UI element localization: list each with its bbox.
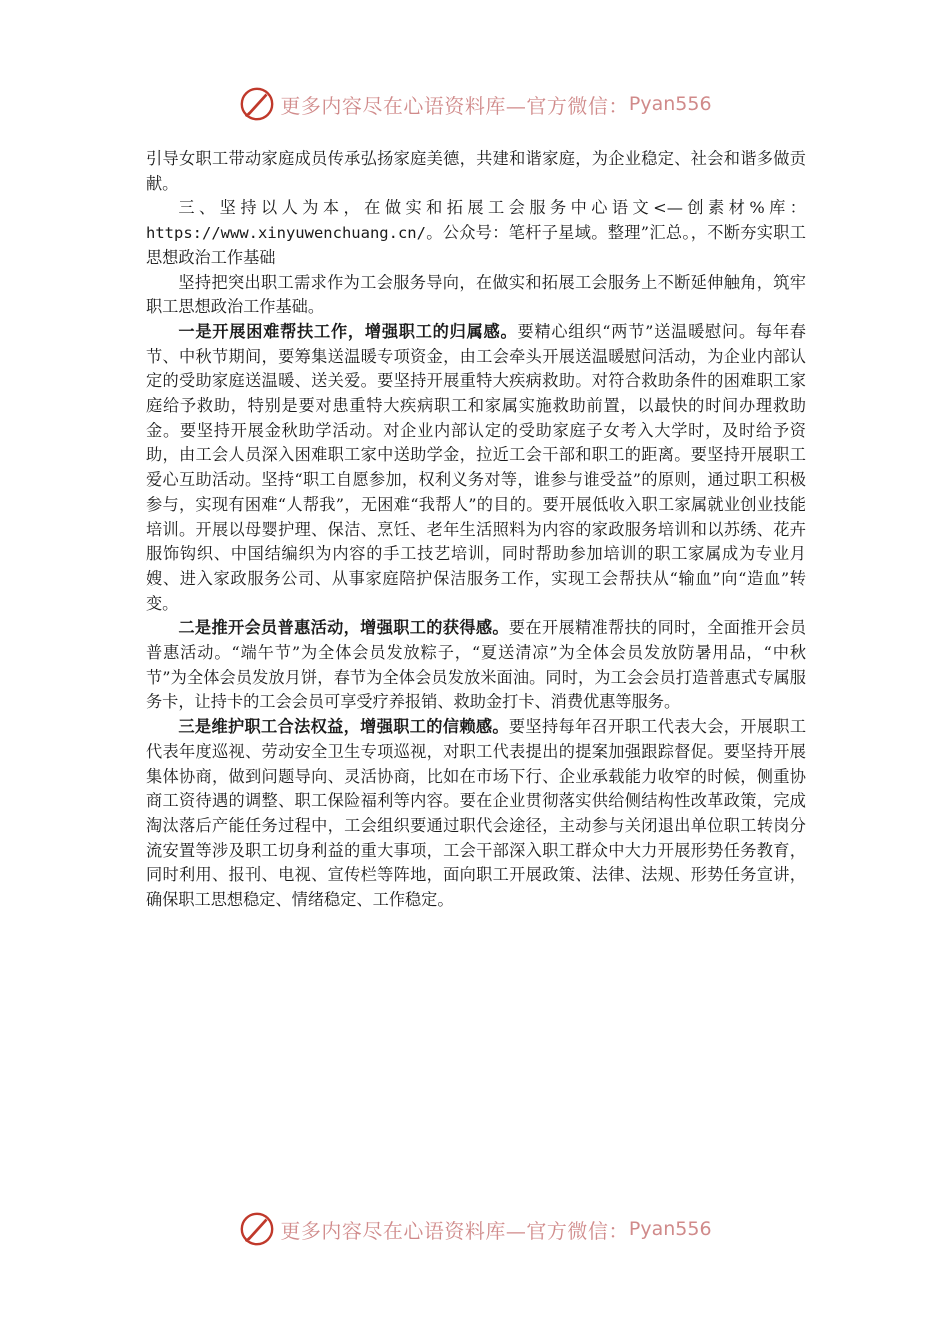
paragraph <box>146 320 806 616</box>
paragraph-body: 要在开展精准帮扶的同时，全面推开会员普惠活动。“端午节”为全体会员发放粽子，“夏送清凉”为全体会员发放防暑用品，“中秋节”为全体会员发放月饼，春节为全体会员发放米面油。同时，为工会会员打造普惠式专属服务卡，让持卡的工会会员可享受疗养报销、救助金打卡、消费优惠等服务。 <box>146 618 807 712</box>
banner-wechat-id: Pyan556 <box>628 93 712 115</box>
paragraph: 坚持把突出职工需求作为工会服务导向，在做实和拓展工会服务上不断延伸触角，筑牢职工思想政治工作基础。 <box>146 272 806 317</box>
document-body <box>146 147 806 913</box>
banner-text: 更多内容尽在心语资料库—官方微信： <box>280 1218 629 1243</box>
source-url: https://www.xinyuwenchuang.cn/ <box>146 224 426 243</box>
quill-logo-icon <box>238 85 276 123</box>
footer-banner <box>0 1207 950 1251</box>
banner-wechat-id: Pyan556 <box>628 1218 712 1240</box>
section-heading <box>146 196 806 270</box>
paragraph-lead: 三是维护职工合法权益，增强职工的信赖感。 <box>178 717 509 737</box>
paragraph <box>146 715 806 913</box>
paragraph <box>146 616 806 715</box>
paragraph-lead: 一是开展困难帮扶工作，增强职工的归属感。 <box>178 321 518 341</box>
heading-text-cont: 。公众号：笔杆子星域。整理”汇总。，不断夯实职工思想政治工作基础 <box>146 223 806 267</box>
paragraph-body: 要精心组织“两节”送温暖慰问。每年春节、中秋节期间，要筹集送温暖专项资金，由工会牵头开展送温暖慰问活动，为企业内部认定的受助家庭送温暖、送关爱。要坚持开展重特大疾病救助。对符合救助条件的困难职工家庭给予救助，特别是要对患重特大疾病职工和家属实施救助前置，以最快的时间办理救助金。要坚持开展金秋助学活动。对企业内部认定的受助家庭子女考入大学时，及时给予资助，由工会人员深入困难职工家中送助学金，拉近工会干部和职工的距离。要坚持开展职工爱心互助活动。坚持“职工自愿参加，权利义务对等，谁参与谁受益”的原则，通过职工积极参与，实现有困难“人帮我”，无困难“我帮人”的目的。要开展低收入职工家属就业创业技能培训。开展以母婴护理、保洁、烹饪、老年生活照料为内容的家政服务培训和以苏绣、花卉服饰钩织、中国结编织为内容的手工技艺培训，同时帮助参加培训的职工家属成为专业月嫂、进入家政服务公司、从事家庭陪护保洁服务工作，实现工会帮扶从“输血”向“造血”转变。 <box>146 321 806 613</box>
paragraph: 引导女职工带动家庭成员传承弘扬家庭美德，共建和谐家庭，为企业稳定、社会和谐多做贡献。 <box>146 149 806 193</box>
banner-text: 更多内容尽在心语资料库—官方微信： <box>280 93 629 118</box>
paragraph-body: 要坚持每年召开职工代表大会，开展职工代表年度巡视、劳动安全卫生专项巡视，对职工代表提出的提案加强跟踪督促。要坚持开展集体协商，做到问题导向、灵活协商，比如在市场下行、企业承载能力收窄的时候，侧重协商工资待遇的调整、职工保险福利等内容。要在企业贯彻落实供给侧结构性改革政策，完成淘汰落后产能任务过程中，工会组织要通过职代会途径，主动参与关闭退出单位职工转岗分流安置等涉及职工切身利益的重大事项，工会干部深入职工群众中大力开展形势任务教育，同时利用、报刊、电视、宣传栏等阵地，面向职工开展政策、法律、法规、形势任务宣讲，确保职工思想稳定、情绪稳定、工作稳定。 <box>146 717 807 910</box>
header-banner <box>0 82 950 126</box>
heading-text: 三、坚持以人为本，在做实和拓展工会服务中心语文<—创素材%库： <box>178 198 806 218</box>
quill-logo-icon <box>238 1210 276 1248</box>
paragraph-lead: 二是推开会员普惠活动，增强职工的获得感。 <box>178 618 509 638</box>
